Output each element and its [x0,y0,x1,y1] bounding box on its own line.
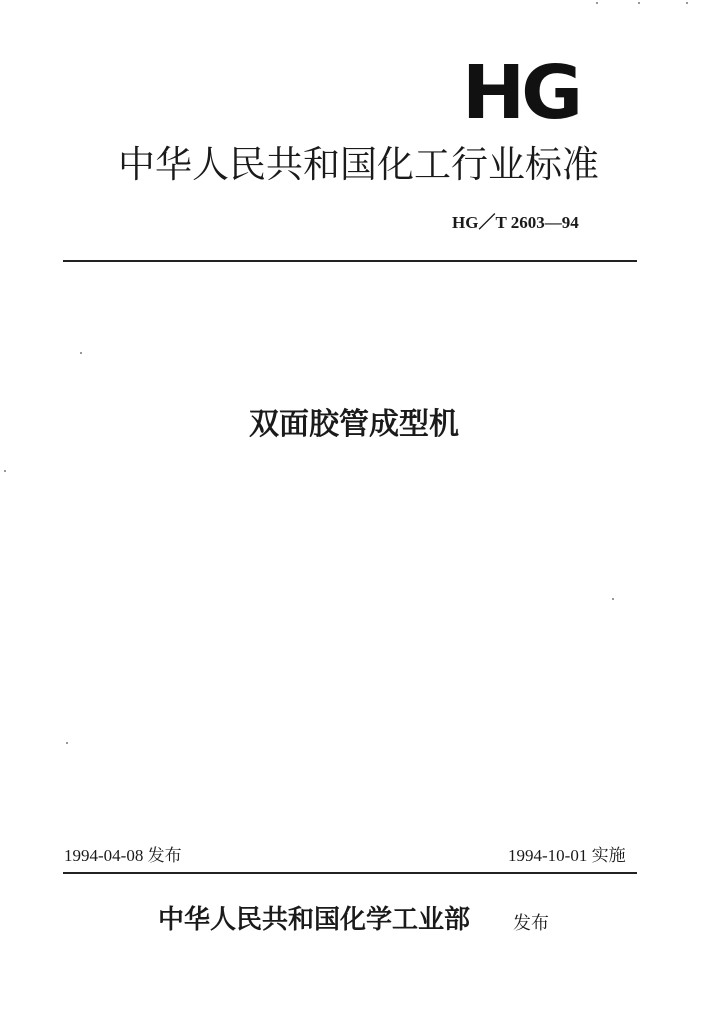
effective-date: 1994-10-01 实施 [508,846,626,865]
hg-logo: HG [462,50,579,136]
bottom-divider [63,872,637,874]
standard-category-title: 中华人民共和国化工行业标准 [118,143,599,186]
document-title: 双面胶管成型机 [249,407,459,442]
scan-speck [596,2,598,4]
standard-number: HG／T 2603—94 [452,213,579,232]
top-divider [63,260,637,262]
issuing-authority: 中华人民共和国化学工业部 [158,905,471,935]
scan-speck [66,742,68,744]
issuer-action: 发布 [513,913,549,934]
scan-speck [80,352,82,354]
scan-speck [686,2,688,4]
scan-speck [4,470,6,472]
issue-date: 1994-04-08 发布 [64,846,182,865]
scan-speck [612,598,614,600]
scan-speck [638,2,640,4]
